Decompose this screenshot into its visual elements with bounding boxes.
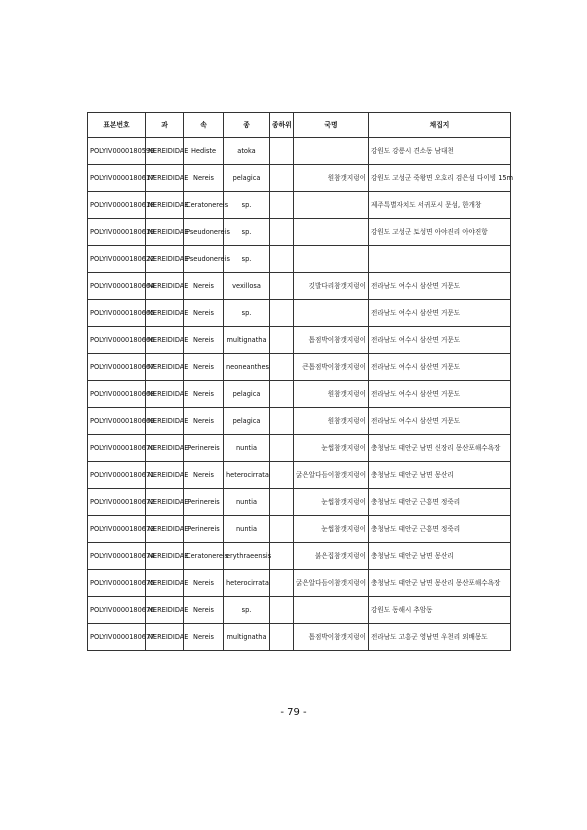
cell-specimen-number: POLYIV0000180666 <box>88 327 146 354</box>
cell-collection-site <box>369 246 511 273</box>
cell-species: sp. <box>224 300 270 327</box>
header-family: 과 <box>146 113 184 138</box>
cell-specimen-number: POLYIV0000180599 <box>88 138 146 165</box>
cell-genus: Nereis <box>184 624 224 651</box>
cell-collection-site: 충청남도 태안군 근흥면 정죽리 <box>369 489 511 516</box>
cell-genus: Perinereis <box>184 489 224 516</box>
cell-subspecies <box>270 246 294 273</box>
cell-korean-name: 굵은알다듬이참갯지렁이 <box>294 462 369 489</box>
cell-species: pelagica <box>224 165 270 192</box>
cell-collection-site: 제주특별자치도 서귀포시 문섬, 한개창 <box>369 192 511 219</box>
cell-korean-name <box>294 300 369 327</box>
cell-subspecies <box>270 570 294 597</box>
cell-species: sp. <box>224 219 270 246</box>
cell-genus: Nereis <box>184 354 224 381</box>
cell-korean-name <box>294 192 369 219</box>
cell-species: erythraeensis <box>224 543 270 570</box>
cell-genus: Perinereis <box>184 435 224 462</box>
table-row <box>88 543 511 570</box>
page-number: - 79 - <box>280 707 307 718</box>
specimen-table <box>87 112 514 651</box>
cell-species: vexillosa <box>224 273 270 300</box>
cell-collection-site: 충청남도 태안군 남면 몽산리 <box>369 462 511 489</box>
cell-specimen-number: POLYIV0000180671 <box>88 462 146 489</box>
cell-subspecies <box>270 381 294 408</box>
cell-species: sp. <box>224 192 270 219</box>
cell-specimen-number: POLYIV0000180672 <box>88 489 146 516</box>
cell-family: NEREIDIDAE <box>146 327 184 354</box>
header-row <box>88 113 511 138</box>
cell-specimen-number: POLYIV0000180676 <box>88 597 146 624</box>
cell-family: NEREIDIDAE <box>146 138 184 165</box>
cell-korean-name: 눈썹참갯지렁이 <box>294 489 369 516</box>
cell-species: nuntia <box>224 435 270 462</box>
cell-genus: Nereis <box>184 462 224 489</box>
cell-subspecies <box>270 219 294 246</box>
header-specimen-number: 표본번호 <box>88 113 146 138</box>
cell-specimen-number: POLYIV0000180675 <box>88 570 146 597</box>
cell-collection-site: 전라남도 여수시 삼산면 거문도 <box>369 327 511 354</box>
cell-collection-site: 충청남도 태안군 남면 신장리 몽산포해수욕장 <box>369 435 511 462</box>
table-row <box>88 165 511 192</box>
cell-family: NEREIDIDAE <box>146 300 184 327</box>
cell-korean-name: 원참갯지렁이 <box>294 408 369 435</box>
cell-korean-name: 톱점박이참갯지렁이 <box>294 624 369 651</box>
cell-family: NEREIDIDAE <box>146 381 184 408</box>
cell-specimen-number: POLYIV0000180677 <box>88 624 146 651</box>
cell-genus: Pseudonereis <box>184 219 224 246</box>
table-row <box>88 408 511 435</box>
cell-korean-name <box>294 219 369 246</box>
cell-species: heterocirrata <box>224 462 270 489</box>
table-row <box>88 273 511 300</box>
cell-genus: Ceratonereis <box>184 192 224 219</box>
cell-korean-name <box>294 138 369 165</box>
header-genus: 속 <box>184 113 224 138</box>
cell-family: NEREIDIDAE <box>146 219 184 246</box>
cell-subspecies <box>270 624 294 651</box>
table-row <box>88 489 511 516</box>
header-subspecies: 종하위 <box>270 113 294 138</box>
cell-family: NEREIDIDAE <box>146 165 184 192</box>
cell-family: NEREIDIDAE <box>146 246 184 273</box>
cell-genus: Nereis <box>184 273 224 300</box>
cell-subspecies <box>270 408 294 435</box>
cell-korean-name: 깃발다리참갯지렁이 <box>294 273 369 300</box>
cell-species: sp. <box>224 246 270 273</box>
cell-korean-name: 눈썹참갯지렁이 <box>294 435 369 462</box>
cell-subspecies <box>270 516 294 543</box>
cell-family: NEREIDIDAE <box>146 435 184 462</box>
cell-subspecies <box>270 300 294 327</box>
cell-collection-site: 전라남도 여수시 삼산면 거문도 <box>369 408 511 435</box>
cell-collection-site: 전라남도 여수시 삼산면 거문도 <box>369 354 511 381</box>
cell-family: NEREIDIDAE <box>146 543 184 570</box>
cell-species: multignatha <box>224 327 270 354</box>
cell-specimen-number: POLYIV0000180674 <box>88 543 146 570</box>
cell-species: pelagica <box>224 381 270 408</box>
table-row <box>88 624 511 651</box>
cell-genus: Nereis <box>184 300 224 327</box>
cell-collection-site: 강원도 강릉시 견소동 남대천 <box>369 138 511 165</box>
table-row <box>88 354 511 381</box>
table-row <box>88 300 511 327</box>
cell-subspecies <box>270 462 294 489</box>
cell-collection-site: 강원도 동해시 추암동 <box>369 597 511 624</box>
cell-collection-site: 전라남도 고흥군 영남면 우천리 외배몽도 <box>369 624 511 651</box>
cell-collection-site: 충청남도 태안군 남면 몽산리 <box>369 543 511 570</box>
cell-species: multignatha <box>224 624 270 651</box>
header-species: 종 <box>224 113 270 138</box>
cell-family: NEREIDIDAE <box>146 192 184 219</box>
cell-family: NEREIDIDAE <box>146 516 184 543</box>
cell-genus: Nereis <box>184 597 224 624</box>
cell-korean-name <box>294 246 369 273</box>
cell-subspecies <box>270 192 294 219</box>
cell-collection-site: 전라남도 여수시 삼산면 거문도 <box>369 300 511 327</box>
cell-species: pelagica <box>224 408 270 435</box>
table-header <box>88 113 511 138</box>
cell-korean-name <box>294 597 369 624</box>
cell-family: NEREIDIDAE <box>146 462 184 489</box>
cell-specimen-number: POLYIV0000180665 <box>88 300 146 327</box>
cell-genus: Pseudonereis <box>184 246 224 273</box>
cell-species: heterocirrata <box>224 570 270 597</box>
cell-subspecies <box>270 327 294 354</box>
cell-collection-site: 충청남도 태안군 근흥면 정죽리 <box>369 516 511 543</box>
table-row <box>88 327 511 354</box>
cell-korean-name: 굵은알다듬이참갯지렁이 <box>294 570 369 597</box>
cell-collection-site: 강원도 고성군 토성면 아야진리 아야진항 <box>369 219 511 246</box>
cell-subspecies <box>270 138 294 165</box>
cell-collection-site: 전라남도 여수시 삼산면 거문도 <box>369 381 511 408</box>
cell-korean-name: 원참갯지렁이 <box>294 381 369 408</box>
cell-family: NEREIDIDAE <box>146 624 184 651</box>
cell-specimen-number: POLYIV0000180673 <box>88 516 146 543</box>
cell-genus: Nereis <box>184 408 224 435</box>
cell-korean-name: 눈썹참갯지렁이 <box>294 516 369 543</box>
table-row <box>88 192 511 219</box>
cell-species: sp. <box>224 597 270 624</box>
cell-korean-name: 원참갯지렁이 <box>294 165 369 192</box>
cell-subspecies <box>270 489 294 516</box>
cell-genus: Nereis <box>184 327 224 354</box>
cell-specimen-number: POLYIV0000180617 <box>88 165 146 192</box>
cell-korean-name: 톱점박이참갯지렁이 <box>294 327 369 354</box>
cell-species: nuntia <box>224 489 270 516</box>
table-row <box>88 597 511 624</box>
cell-subspecies <box>270 354 294 381</box>
table-row <box>88 246 511 273</box>
cell-species: neoneanthes <box>224 354 270 381</box>
cell-korean-name: 큰톱점박이참갯지렁이 <box>294 354 369 381</box>
cell-genus: Nereis <box>184 165 224 192</box>
cell-specimen-number: POLYIV0000180622 <box>88 246 146 273</box>
table-row <box>88 219 511 246</box>
cell-family: NEREIDIDAE <box>146 408 184 435</box>
table-row <box>88 570 511 597</box>
cell-family: NEREIDIDAE <box>146 354 184 381</box>
table-row <box>88 516 511 543</box>
cell-specimen-number: POLYIV0000180670 <box>88 435 146 462</box>
header-collection-site: 채집지 <box>369 113 511 138</box>
cell-species: atoka <box>224 138 270 165</box>
table-row <box>88 381 511 408</box>
cell-collection-site: 강원도 고성군 죽왕면 오호리 검은섬 다이빙 15m <box>369 165 511 192</box>
cell-species: nuntia <box>224 516 270 543</box>
cell-family: NEREIDIDAE <box>146 489 184 516</box>
cell-specimen-number: POLYIV0000180618 <box>88 192 146 219</box>
cell-specimen-number: POLYIV0000180668 <box>88 381 146 408</box>
cell-genus: Ceratonereis <box>184 543 224 570</box>
cell-subspecies <box>270 273 294 300</box>
table-body <box>88 138 514 651</box>
table-row <box>88 462 511 489</box>
cell-family: NEREIDIDAE <box>146 597 184 624</box>
cell-specimen-number: POLYIV0000180664 <box>88 273 146 300</box>
cell-subspecies <box>270 435 294 462</box>
cell-genus: Perinereis <box>184 516 224 543</box>
table-row <box>88 138 511 165</box>
cell-korean-name: 붉은집참갯지렁이 <box>294 543 369 570</box>
cell-genus: Hediste <box>184 138 224 165</box>
cell-subspecies <box>270 165 294 192</box>
cell-specimen-number: POLYIV0000180669 <box>88 408 146 435</box>
cell-subspecies <box>270 543 294 570</box>
cell-subspecies <box>270 597 294 624</box>
cell-genus: Nereis <box>184 570 224 597</box>
header-korean-name: 국명 <box>294 113 369 138</box>
cell-genus: Nereis <box>184 381 224 408</box>
cell-specimen-number: POLYIV0000180667 <box>88 354 146 381</box>
cell-collection-site: 전라남도 여수시 삼산면 거문도 <box>369 273 511 300</box>
cell-collection-site: 충청남도 태안군 남면 몽산리 몽산포해수욕장 <box>369 570 511 597</box>
table-row <box>88 435 511 462</box>
cell-family: NEREIDIDAE <box>146 273 184 300</box>
cell-family: NEREIDIDAE <box>146 570 184 597</box>
cell-specimen-number: POLYIV0000180619 <box>88 219 146 246</box>
